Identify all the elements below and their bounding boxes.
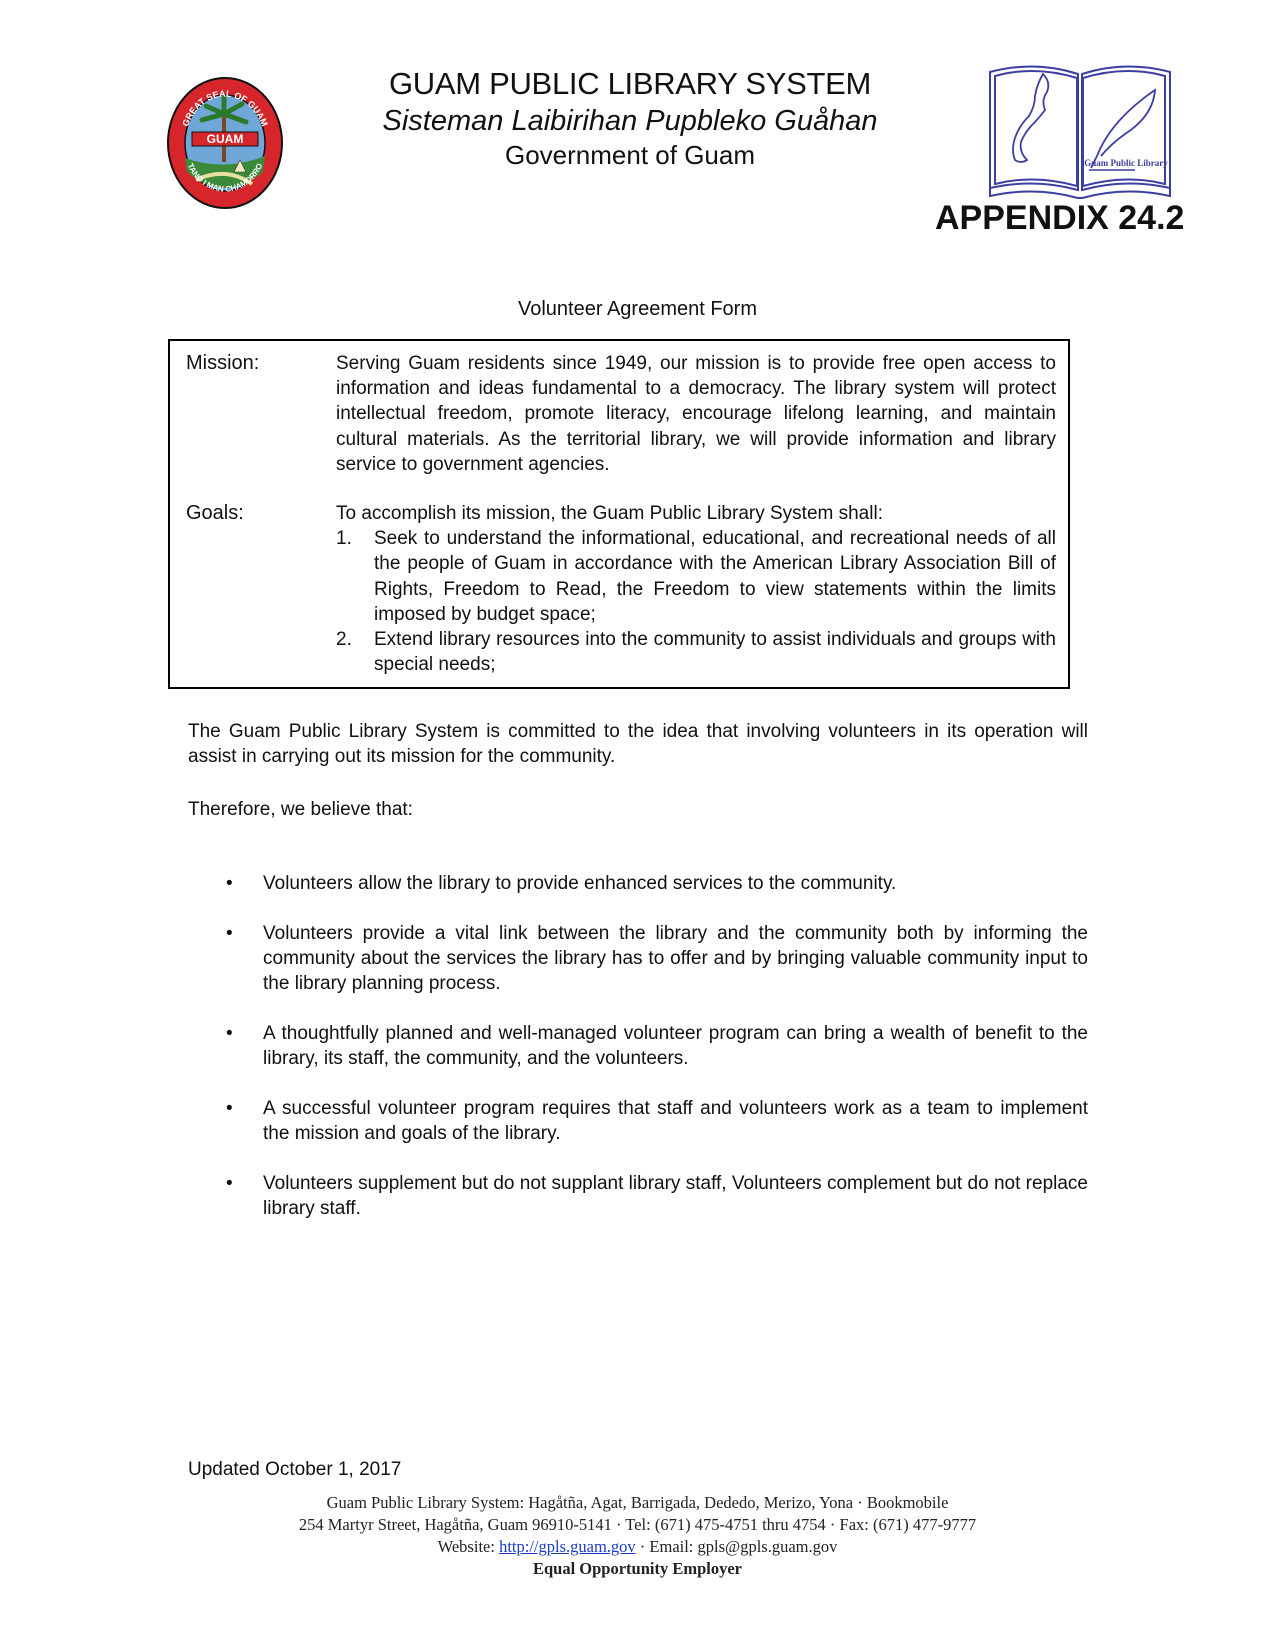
therefore-paragraph: Therefore, we believe that: xyxy=(188,799,413,820)
mission-label: Mission: xyxy=(186,352,260,374)
footer-branches: Guam Public Library System: Hagåtña, Agat, Barrigada, Dededo, Merizo, Yona · Bookmobile xyxy=(326,1493,949,1512)
belief-list-item xyxy=(220,921,1088,996)
bullet-icon: • xyxy=(226,1098,233,1119)
goals-intro: To accomplish its mission, the Guam Public Library System shall: xyxy=(336,503,883,524)
belief-list-item xyxy=(220,1021,1088,1071)
belief-text: Volunteers provide a vital link between the library and the community both by informing the community about the services the library has to offer and by bringing valuable community input to the library planning process. xyxy=(263,923,1088,994)
commitment-paragraph: The Guam Public Library System is committed to the idea that involving volunteers in its operation will assist in carrying out its mission for the community. xyxy=(188,721,1088,767)
seal-bottom-text: TANO I MAN CHAMORRO xyxy=(185,161,265,194)
belief-list-item xyxy=(220,1096,1088,1146)
organization-government: Government of Guam xyxy=(505,140,755,170)
footer-contact xyxy=(0,1536,1275,1558)
goal-item xyxy=(336,627,1056,677)
belief-list-item xyxy=(220,1171,1088,1221)
bullet-icon: • xyxy=(226,1023,233,1044)
website-link[interactable]: http://gpls.guam.gov xyxy=(499,1537,636,1556)
form-title: Volunteer Agreement Form xyxy=(517,298,757,320)
belief-text: A thoughtfully planned and well-managed volunteer program can bring a wealth of benefit to the library, its staff, the community, and the volunteers. xyxy=(263,1023,1088,1069)
bullet-icon: • xyxy=(226,923,233,944)
belief-text: Volunteers supplement but do not supplant library staff, Volunteers complement but do not replace library staff. xyxy=(263,1173,1088,1219)
footer-address: 254 Martyr Street, Hagåtña, Guam 96910-5141 · Tel: (671) 475-4751 thru 4754 · Fax: (671) 477-9777 xyxy=(298,1515,977,1534)
footer-eoe: Equal Opportunity Employer xyxy=(532,1559,743,1578)
book-logo-label: Guam Public Library xyxy=(1084,158,1168,168)
appendix-label: APPENDIX 24.2 xyxy=(935,199,1185,237)
seal-center-text: GUAM xyxy=(206,132,244,146)
goal-number: 1. xyxy=(336,528,352,550)
seal-top-text: GREAT SEAL OF GUAM xyxy=(180,88,270,128)
goal-number: 2. xyxy=(336,629,352,651)
mission-text: Serving Guam residents since 1949, our mission is to provide free open access to information and ideas fundamental to a democracy. The library system will protect intellectual freedom, promote literacy, encourage lifelong learning, and maintain cultural materials. As the territorial library, we will provide information and library service to government agencies. xyxy=(336,353,1056,475)
website-label: Website: xyxy=(437,1537,495,1556)
email-label: · Email: xyxy=(639,1537,694,1556)
updated-date: Updated October 1, 2017 xyxy=(188,1459,402,1480)
goal-text: Seek to understand the informational, educational, and recreational needs of all the people of Guam in accordance with the American Library Association Bill of Rights, Freedom to Read, the Freedom to view statements within the limits imposed by budget space; xyxy=(374,528,1056,625)
guam-public-library-book-logo xyxy=(985,60,1175,205)
email-address: gpls@gpls.guam.gov xyxy=(697,1537,838,1556)
great-seal-of-guam-logo xyxy=(166,76,284,210)
organization-subtitle: Sisteman Laibirihan Pupbleko Guåhan xyxy=(382,105,878,137)
goals-content xyxy=(336,501,1056,677)
bullet-icon: • xyxy=(226,873,233,894)
bullet-icon: • xyxy=(226,1173,233,1194)
goal-item xyxy=(336,526,1056,627)
organization-title: GUAM PUBLIC LIBRARY SYSTEM xyxy=(388,66,872,101)
mission-goals-box xyxy=(168,339,1070,689)
belief-text: Volunteers allow the library to provide enhanced services to the community. xyxy=(263,873,897,894)
goal-text: Extend library resources into the community to assist individuals and groups with special needs; xyxy=(374,629,1056,676)
goals-label: Goals: xyxy=(186,502,244,524)
belief-list-item xyxy=(220,871,1088,896)
belief-text: A successful volunteer program requires that staff and volunteers work as a team to implement the mission and goals of the library. xyxy=(263,1098,1088,1144)
